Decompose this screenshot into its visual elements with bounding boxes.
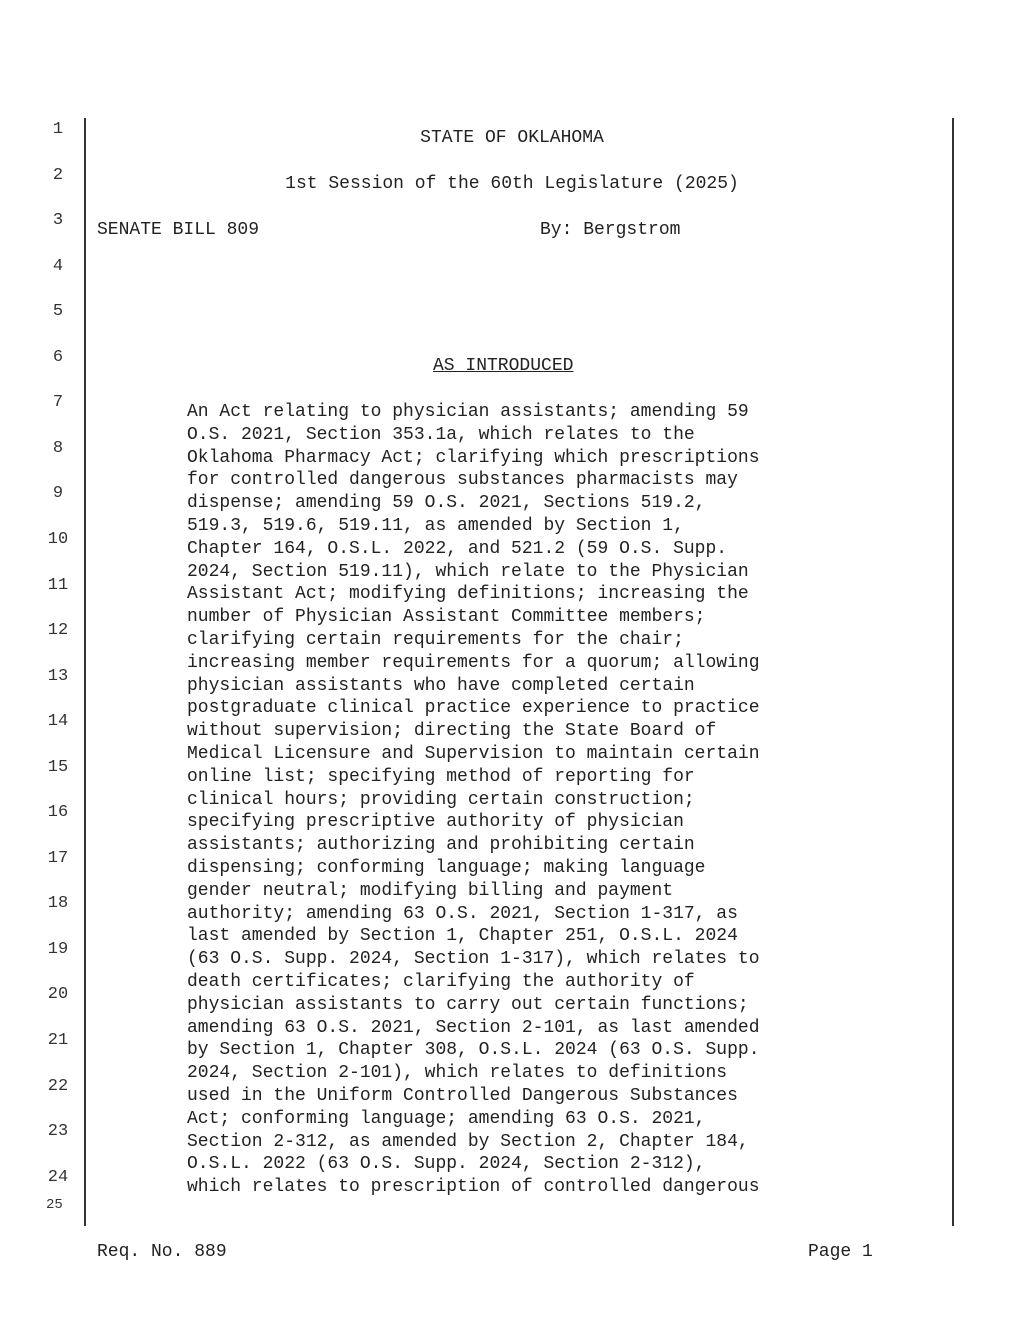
- abstract-line: specifying prescriptive authority of physician: [187, 812, 684, 833]
- line-number: 1: [52, 120, 64, 139]
- line-number: 4: [52, 256, 64, 276]
- abstract-line: O.S.L. 2022 (63 O.S. Supp. 2024, Section 2-312),: [187, 1154, 706, 1175]
- line-number: 23: [47, 1122, 69, 1142]
- abstract-line: postgraduate clinical practice experience to practice: [187, 698, 760, 719]
- line-number: 19: [47, 939, 69, 959]
- abstract-line: O.S. 2021, Section 353.1a, which relates to the: [187, 424, 695, 445]
- bill-number: SENATE BILL 809: [97, 220, 260, 240]
- abstract-line: Oklahoma Pharmacy Act; clarifying which prescriptions: [187, 447, 760, 468]
- abstract-line: which relates to prescription of controlled dangerous: [187, 1177, 760, 1198]
- line-number: 7: [52, 393, 64, 413]
- line-number: 6: [52, 347, 64, 367]
- abstract-line: by Section 1, Chapter 308, O.S.L. 2024 (63 O.S. Supp.: [187, 1040, 760, 1061]
- line-number: 8: [52, 438, 64, 458]
- line-number: 11: [47, 575, 69, 595]
- line-number: 12: [47, 621, 69, 641]
- bill-status: AS INTRODUCED: [433, 356, 574, 376]
- line-number: 3: [52, 211, 64, 231]
- abstract-line: Section 2-312, as amended by Section 2, Chapter 184,: [187, 1131, 749, 1152]
- abstract-line: physician assistants to carry out certain functions;: [187, 994, 749, 1015]
- abstract-line: 2024, Section 519.11), which relate to the Physician: [187, 561, 749, 582]
- line-number: 15: [47, 757, 69, 777]
- session-title: 1st Session of the 60th Legislature (2025): [285, 174, 739, 194]
- page-number: Page 1: [808, 1242, 873, 1262]
- bill-abstract: [187, 401, 837, 1199]
- abstract-line: Chapter 164, O.S.L. 2022, and 521.2 (59 O.S. Supp.: [187, 538, 728, 559]
- abstract-line: online list; specifying method of reporting for: [187, 766, 695, 787]
- abstract-line: for controlled dangerous substances pharmacists may: [187, 470, 738, 491]
- line-number: 20: [47, 985, 69, 1005]
- abstract-line: (63 O.S. Supp. 2024, Section 1-317), which relates to: [187, 949, 760, 970]
- abstract-line: last amended by Section 1, Chapter 251, O.S.L. 2024: [187, 926, 738, 947]
- abstract-line: dispense; amending 59 O.S. 2021, Sections 519.2,: [187, 493, 706, 514]
- abstract-line: dispensing; conforming language; making language: [187, 857, 706, 878]
- bill-author: By: Bergstrom: [540, 220, 681, 240]
- left-margin-rule: [84, 118, 86, 1226]
- partial-line-number: 25: [46, 1197, 63, 1213]
- abstract-line: authority; amending 63 O.S. 2021, Section 1-317, as: [187, 903, 738, 924]
- line-number: 2: [52, 165, 64, 185]
- abstract-line: clarifying certain requirements for the chair;: [187, 629, 684, 650]
- abstract-line: increasing member requirements for a quorum; allowing: [187, 652, 760, 673]
- line-number: 17: [47, 848, 69, 868]
- abstract-line: death certificates; clarifying the authority of: [187, 971, 695, 992]
- abstract-line: Assistant Act; modifying definitions; increasing the: [187, 584, 749, 605]
- abstract-line: Medical Licensure and Supervision to maintain certain: [187, 743, 760, 764]
- line-number: 13: [47, 666, 69, 686]
- abstract-line: 2024, Section 2-101), which relates to definitions: [187, 1063, 728, 1084]
- line-number: 22: [47, 1076, 69, 1096]
- line-number: 24: [47, 1167, 69, 1187]
- line-number: 18: [47, 894, 69, 914]
- line-number: 14: [47, 712, 69, 732]
- line-number: 16: [47, 803, 69, 823]
- abstract-line: assistants; authorizing and prohibiting certain: [187, 835, 695, 856]
- abstract-line: number of Physician Assistant Committee members;: [187, 607, 706, 628]
- abstract-line: An Act relating to physician assistants; amending 59: [187, 402, 749, 422]
- line-number: 5: [52, 302, 64, 322]
- abstract-line: physician assistants who have completed certain: [187, 675, 695, 696]
- abstract-line: gender neutral; modifying billing and payment: [187, 880, 674, 901]
- abstract-line: amending 63 O.S. 2021, Section 2-101, as last amended: [187, 1017, 760, 1038]
- abstract-line: without supervision; directing the State Board of: [187, 721, 717, 742]
- request-number: Req. No. 889: [97, 1242, 227, 1262]
- state-title: STATE OF OKLAHOMA: [420, 128, 604, 148]
- abstract-line: used in the Uniform Controlled Dangerous Substances: [187, 1085, 738, 1106]
- line-number: 21: [47, 1031, 69, 1050]
- abstract-line: 519.3, 519.6, 519.11, as amended by Section 1,: [187, 515, 684, 536]
- abstract-line: clinical hours; providing certain construction;: [187, 789, 695, 810]
- right-margin-rule: [952, 118, 954, 1226]
- line-number: 9: [52, 484, 64, 504]
- line-number: 10: [47, 529, 69, 549]
- abstract-line: Act; conforming language; amending 63 O.S. 2021,: [187, 1108, 706, 1129]
